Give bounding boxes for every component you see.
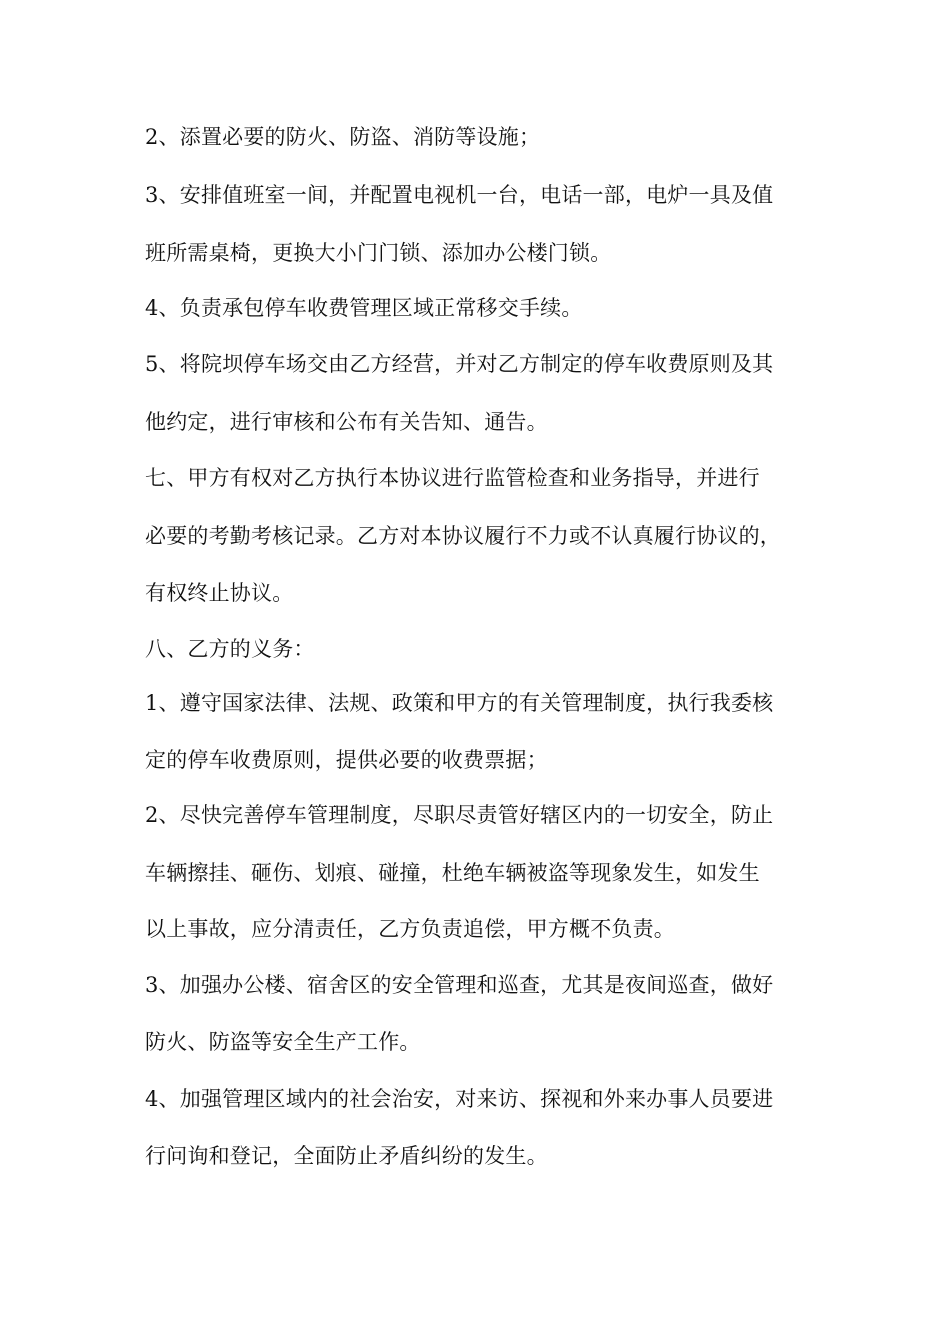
text-line: 3、加强办公楼、宿舍区的安全管理和巡查，尤其是夜间巡查，做好 [145, 973, 774, 997]
text-line: 5、将院坝停车场交由乙方经营，并对乙方制定的停车收费原则及其 [145, 352, 774, 376]
text-line: 3、安排值班室一间，并配置电视机一台，电话一部，电炉一具及值 [145, 183, 774, 207]
text-line: 班所需桌椅，更换大小门门锁、添加办公楼门锁。 [145, 241, 612, 265]
text-line: 有权终止协议。 [145, 581, 294, 605]
text-line: 他约定，进行审核和公布有关告知、通告。 [145, 410, 548, 434]
text-line: 车辆擦挂、砸伤、划痕、碰撞，杜绝车辆被盗等现象发生，如发生 [145, 861, 760, 885]
text-line: 行问询和登记，全面防止矛盾纠纷的发生。 [145, 1144, 548, 1168]
text-line: 八、乙方的义务： [145, 637, 315, 661]
text-line: 1、遵守国家法律、法规、政策和甲方的有关管理制度，执行我委核 [145, 691, 774, 715]
text-line: 4、加强管理区域内的社会治安，对来访、探视和外来办事人员要进 [145, 1087, 774, 1111]
text-line: 2、添置必要的防火、防盗、消防等设施； [145, 125, 541, 149]
text-line: 七、甲方有权对乙方执行本协议进行监管检查和业务指导，并进行 [145, 466, 760, 490]
text-line: 防火、防盗等安全生产工作。 [145, 1030, 421, 1054]
text-line: 以上事故，应分清责任，乙方负责追偿，甲方概不负责。 [145, 917, 675, 941]
text-line: 定的停车收费原则，提供必要的收费票据； [145, 748, 548, 772]
text-line: 2、尽快完善停车管理制度，尽职尽责管好辖区内的一切安全，防止 [145, 803, 774, 827]
text-line: 必要的考勤考核记录。乙方对本协议履行不力或不认真履行协议的， [145, 524, 781, 548]
text-line: 4、负责承包停车收费管理区域正常移交手续。 [145, 296, 583, 320]
